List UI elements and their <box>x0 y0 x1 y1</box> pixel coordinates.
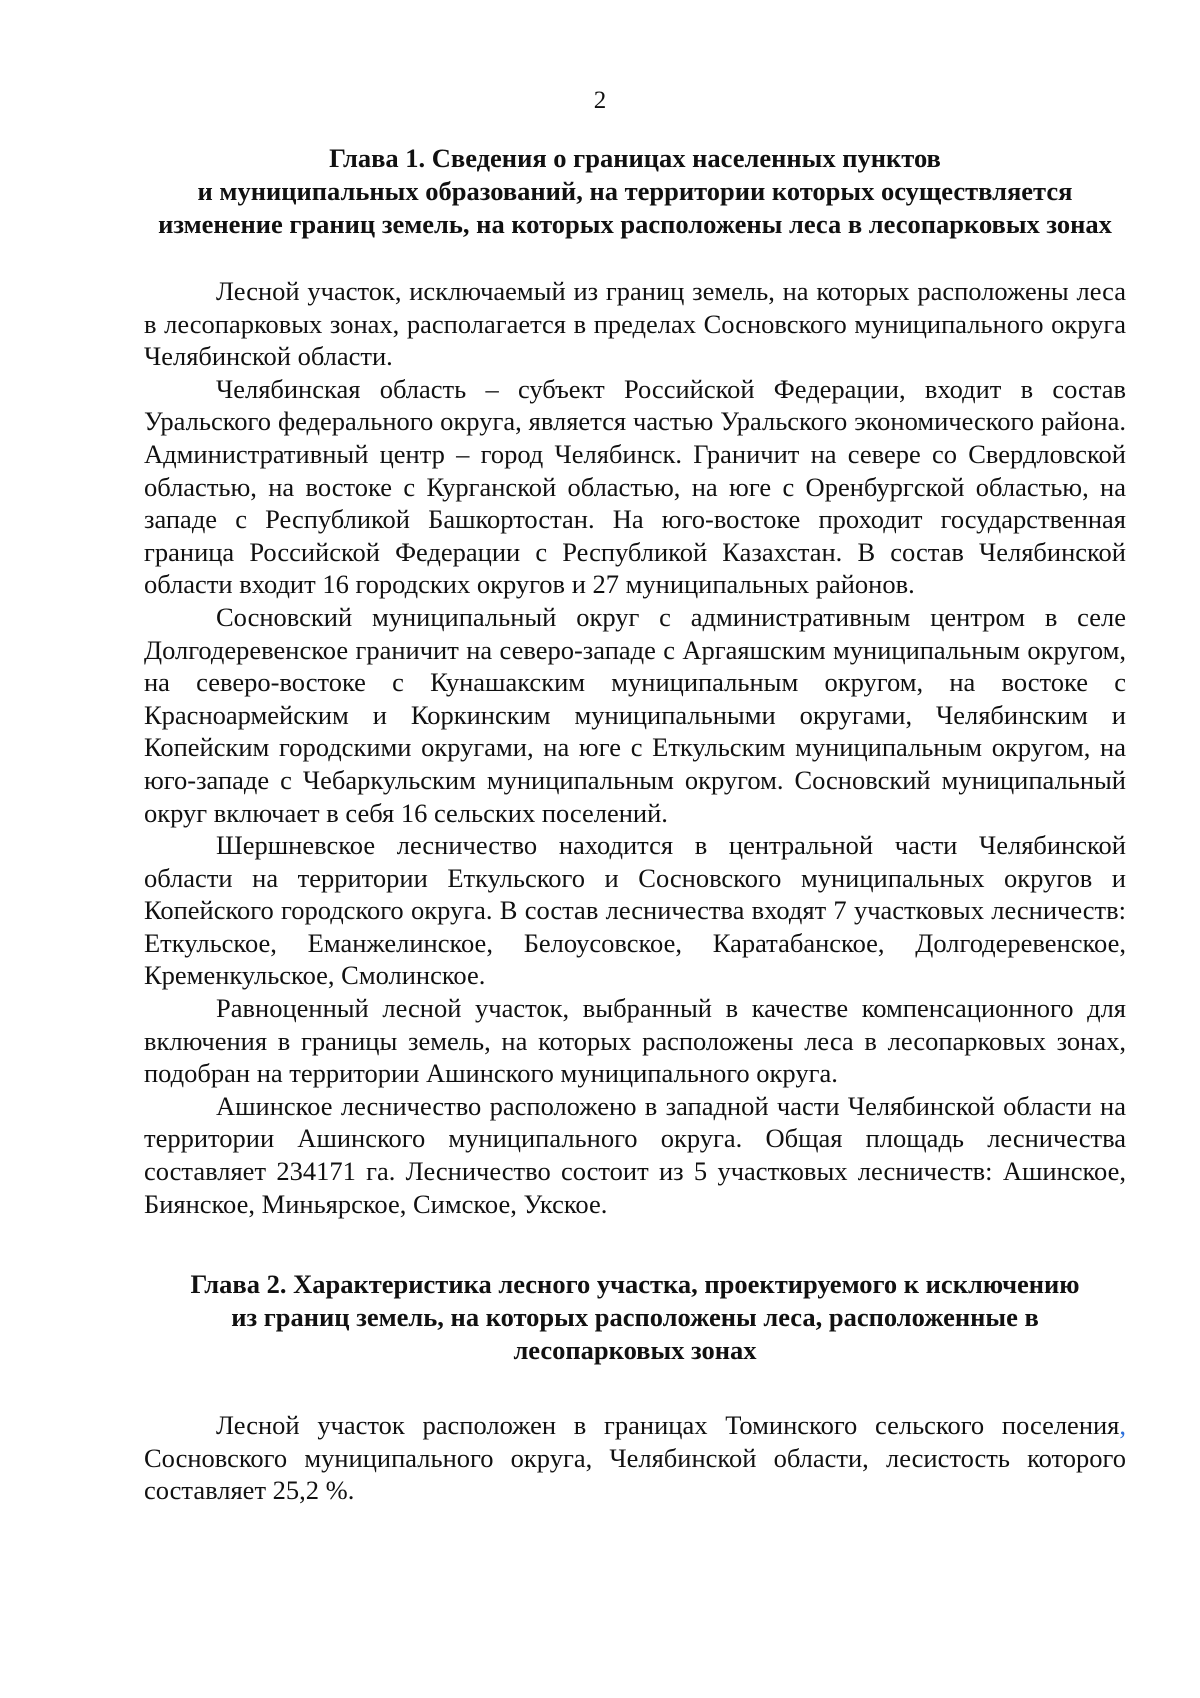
page-number: 2 <box>593 87 607 114</box>
chapter-2-title-line: из границ земель, на которых расположены леса, расположенные в <box>231 1302 1039 1333</box>
document-content <box>144 142 1126 1507</box>
chapter-1-body <box>144 275 1126 1220</box>
chapter-2-paragraph <box>144 1409 1126 1507</box>
chapter-1-paragraph: Сосновский муниципальный округ с административным центром в селе Долгодеревенское граничит на северо-западе с Аргаяшским муниципальным округом, на северо-востоке с Кунашакским муниципальным округом, на востоке с Красноармейским и Коркинским муниципальными округами, Челябинским и Копейским городскими округами, на юге с Еткульским муниципальным округом, на юго-западе с Чебаркульским муниципальным округом. Сосновский муниципальный округ включает в себя 16 сельских поселений. <box>144 601 1126 828</box>
chapter-1-paragraph: Равноценный лесной участок, выбранный в качестве компенсационного для включения в границы земель, на которых расположены леса в лесопарковых зонах, подобран на территории Ашинского муниципального округа. <box>144 993 1126 1089</box>
chapter-1-paragraph: Ашинское лесничество расположено в западной части Челябинской области на территории Ашинского муниципального округа. Общая площадь лесничества составляет 234171 га. Лесничество состоит из 5 участковых лесничеств: Ашинское, Биянское, Миньярское, Симское, Укское. <box>144 1090 1126 1219</box>
chapter-1-paragraph: Лесной участок, исключаемый из границ земель, на которых расположены леса в лесопарковых зонах, располагается в пределах Сосновского муниципального округа Челябинской области. <box>144 276 1126 372</box>
chapter-2-paragraph-text: Лесной участок расположен в границах Томинского сельского поселения <box>216 1410 1120 1441</box>
chapter-1-paragraph: Челябинская область – субъект Российской Федерации, входит в состав Уральского федерального округа, является частью Уральского экономического района. Административный центр – город Челябинск. Граничит на севере со Свердловской областью, на востоке с Курганской областью, на юге с Оренбургской областью, на западе с Республикой Башкортостан. На юго-востоке проходит государственная граница Российской Федерации с Республикой Казахстан. В состав Челябинской области входит 16 городских округов и 27 муниципальных районов. <box>144 373 1126 600</box>
chapter-1-title <box>144 142 1126 241</box>
chapter-1-title-line: изменение границ земель, на которых расположены леса в лесопарковых зонах <box>158 209 1112 239</box>
tracked-change-mark: , <box>1119 1410 1126 1441</box>
chapter-2-title-line: Глава 2. Характеристика лесного участка, проектируемого к исключению <box>190 1269 1080 1300</box>
chapter-2-title <box>170 1268 1100 1367</box>
chapter-2-title-line: лесопарковых зонах <box>513 1335 757 1366</box>
chapter-2-body <box>144 1409 1126 1507</box>
chapter-1-title-line: и муниципальных образований, на территории которых осуществляется <box>197 176 1073 206</box>
chapter-2-paragraph-text: Сосновского муниципального округа, Челябинской области, лесистость которого составляет 25,2 %. <box>144 1442 1126 1506</box>
chapter-1-title-line: Глава 1. Сведения о границах населенных пунктов <box>329 143 941 173</box>
chapter-1-paragraph: Шершневское лесничество находится в центральной части Челябинской области на территории Еткульского и Сосновского муниципальных округов и Копейского городского округа. В состав лесничества входят 7 участковых лесничеств: Еткульское, Еманжелинское, Белоусовское, Каратабанское, Долгодеревенское, Кременкульское, Смолинское. <box>144 830 1126 991</box>
